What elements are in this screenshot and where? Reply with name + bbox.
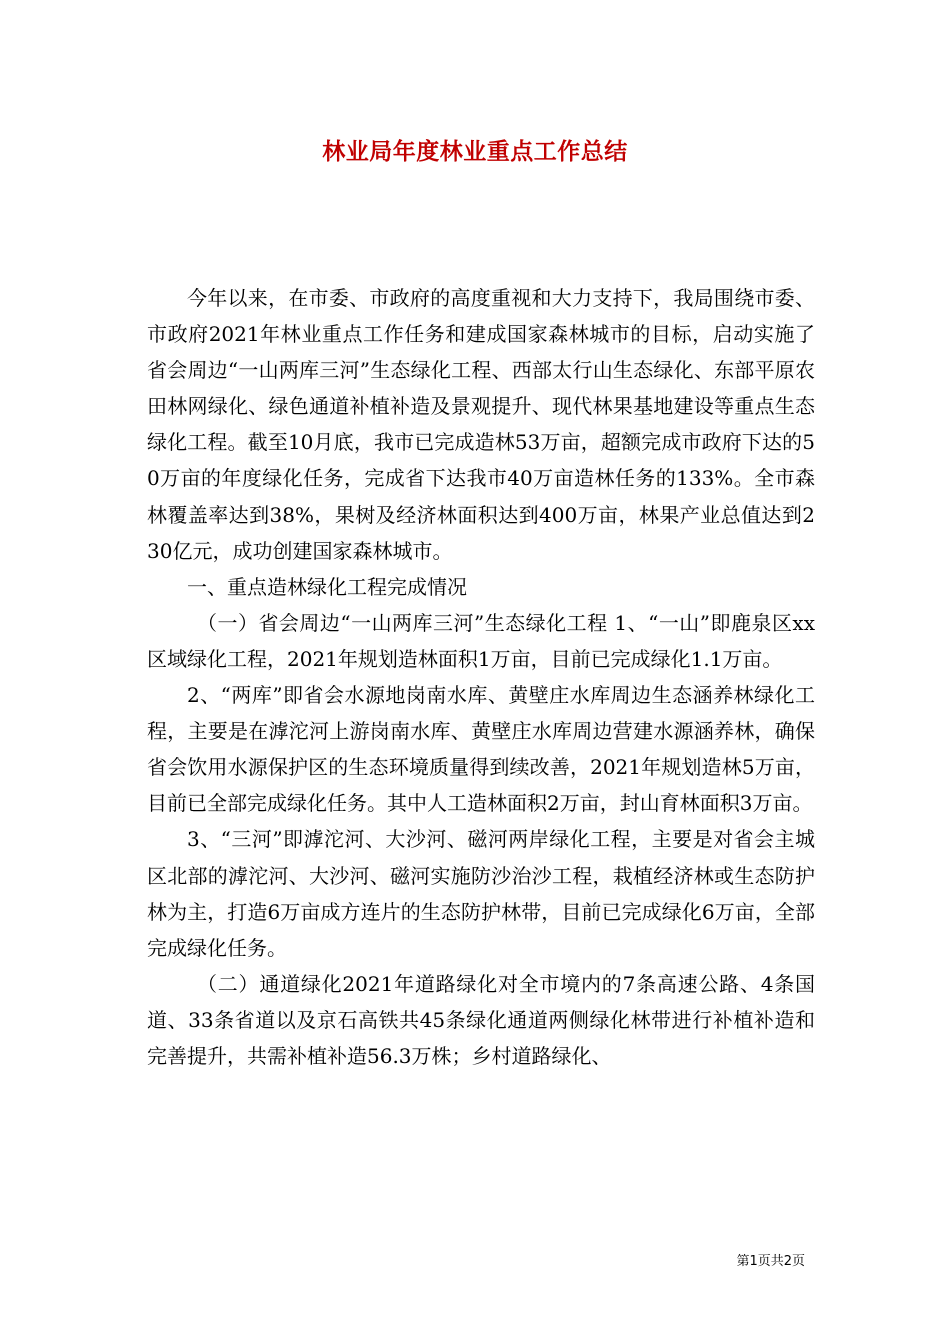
paragraph-item-3: 3、“三河”即滹沱河、大沙河、磁河两岸绿化工程，主要是对省会主城区北部的滹沱河、大沙河、磁河实施防沙治沙工程，栽植经济林或生态防护林为主，打造6万亩成方连片的生态防护林带，目前已完成绿化6万亩，全部完成绿化任务。: [147, 827, 815, 960]
paragraph-item-2: 2、“两库”即省会水源地岗南水库、黄壁庄水库周边生态涵养林绿化工程，主要是在滹沱河上游岗南水库、黄壁庄水库周边营建水源涵养林，确保省会饮用水源保护区的生态环境质量得到续改善，2021年规划造林5万亩，目前已全部完成绿化任务。其中人工造林面积2万亩，封山育林面积3万亩。: [147, 683, 815, 816]
document-body: [147, 280, 815, 1074]
paragraph-intro: 今年以来，在市委、市政府的高度重视和大力支持下，我局围绕市委、市政府2021年林业重点工作任务和建成国家森林城市的目标，启动实施了省会周边“一山两库三河”生态绿化工程、西部太行山生态绿化、东部平原农田林网绿化、绿色通道补植补造及景观提升、现代林果基地建设等重点生态绿化工程。截至10月底，我市已完成造林53万亩，超额完成市政府下达的50万亩的年度绿化任务，完成省下达我市40万亩造林任务的133%。全市森林覆盖率达到38%，果树及经济林面积达到400万亩，林果产业总值达到230亿元，成功创建国家森林城市。: [147, 286, 815, 563]
paragraph-subsection-1: （一）省会周边“一山两库三河”生态绿化工程 1、“一山”即鹿泉区xx区域绿化工程，2021年规划造林面积1万亩，目前已完成绿化1.1万亩。: [147, 610, 815, 671]
page-number: 第1页共2页: [736, 1254, 805, 1269]
document-title: 林业局年度林业重点工作总结: [322, 139, 628, 165]
section-heading-1: 一、重点造林绿化工程完成情况: [187, 574, 467, 599]
paragraph-subsection-2: （二）通道绿化2021年道路绿化对全市境内的7条高速公路、4条国道、33条省道以及京石高铁共45条绿化通道两侧绿化林带进行补植补造和完善提升，共需补植补造56.3万株；乡村道路绿化、: [147, 971, 815, 1068]
